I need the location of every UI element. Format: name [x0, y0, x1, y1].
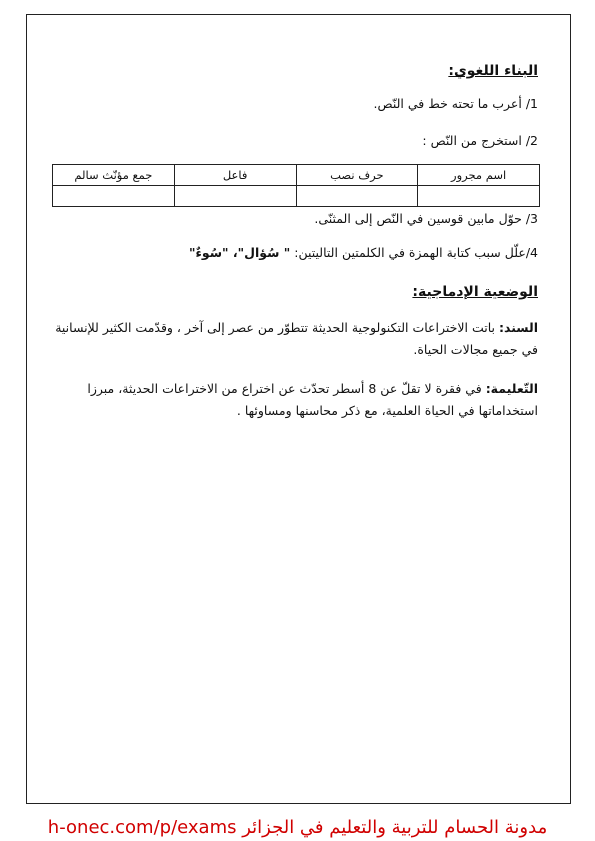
table-header-row [53, 165, 540, 186]
table-header: فاعل [174, 165, 296, 186]
question-4-words: " سُؤال"، "سُوءٌ" [188, 245, 291, 260]
answer-cell[interactable] [296, 186, 418, 207]
sanad-text: باتت الاختراعات التكنولوجية الحديثة تتطوّر من عصر إلى آخر ، وقدّمت الكثير للإنسانية في جميع مجالات الحياة. [55, 320, 538, 357]
section-heading-integration: الوضعية الإدماجية: [412, 284, 538, 300]
table-header: جمع مؤنّث سالم [53, 165, 175, 186]
table-header: حرف نصب [296, 165, 418, 186]
talima-paragraph [53, 378, 538, 422]
question-1: 1/ أعرب ما تحته خط في النّص. [373, 96, 538, 111]
sanad-label: السند: [498, 320, 538, 335]
question-4 [189, 245, 538, 260]
table-header: اسم مجرور [418, 165, 540, 186]
question-4-text: 4/علّل سبب كتابة الهمزة في الكلمتين التاليتين: [290, 245, 538, 260]
question-2: 2/ استخرج من النّص : [422, 133, 538, 148]
talima-label: التّعليمة: [485, 381, 538, 396]
extraction-table [52, 164, 540, 207]
answer-cell[interactable] [418, 186, 540, 207]
footer-watermark: h-onec.com/p/exams مدونة الحسام للتربية والتعليم في الجزائر [47, 817, 548, 838]
question-3: 3/ حوّل مابين قوسين في النّص إلى المثنّى. [314, 211, 538, 226]
table-answer-row [53, 186, 540, 207]
answer-cell[interactable] [174, 186, 296, 207]
sanad-paragraph [53, 317, 538, 361]
answer-cell[interactable] [53, 186, 175, 207]
section-heading-grammar: البناء اللغوي: [448, 63, 538, 79]
talima-text: في فقرة لا تقلّ عن 8 أسطر تحدّث عن اختراع من الاختراعات الحديثة، مبرزا استخداماتها في الحياة العلمية، مع ذكر محاسنها ومساوئها . [87, 381, 538, 418]
